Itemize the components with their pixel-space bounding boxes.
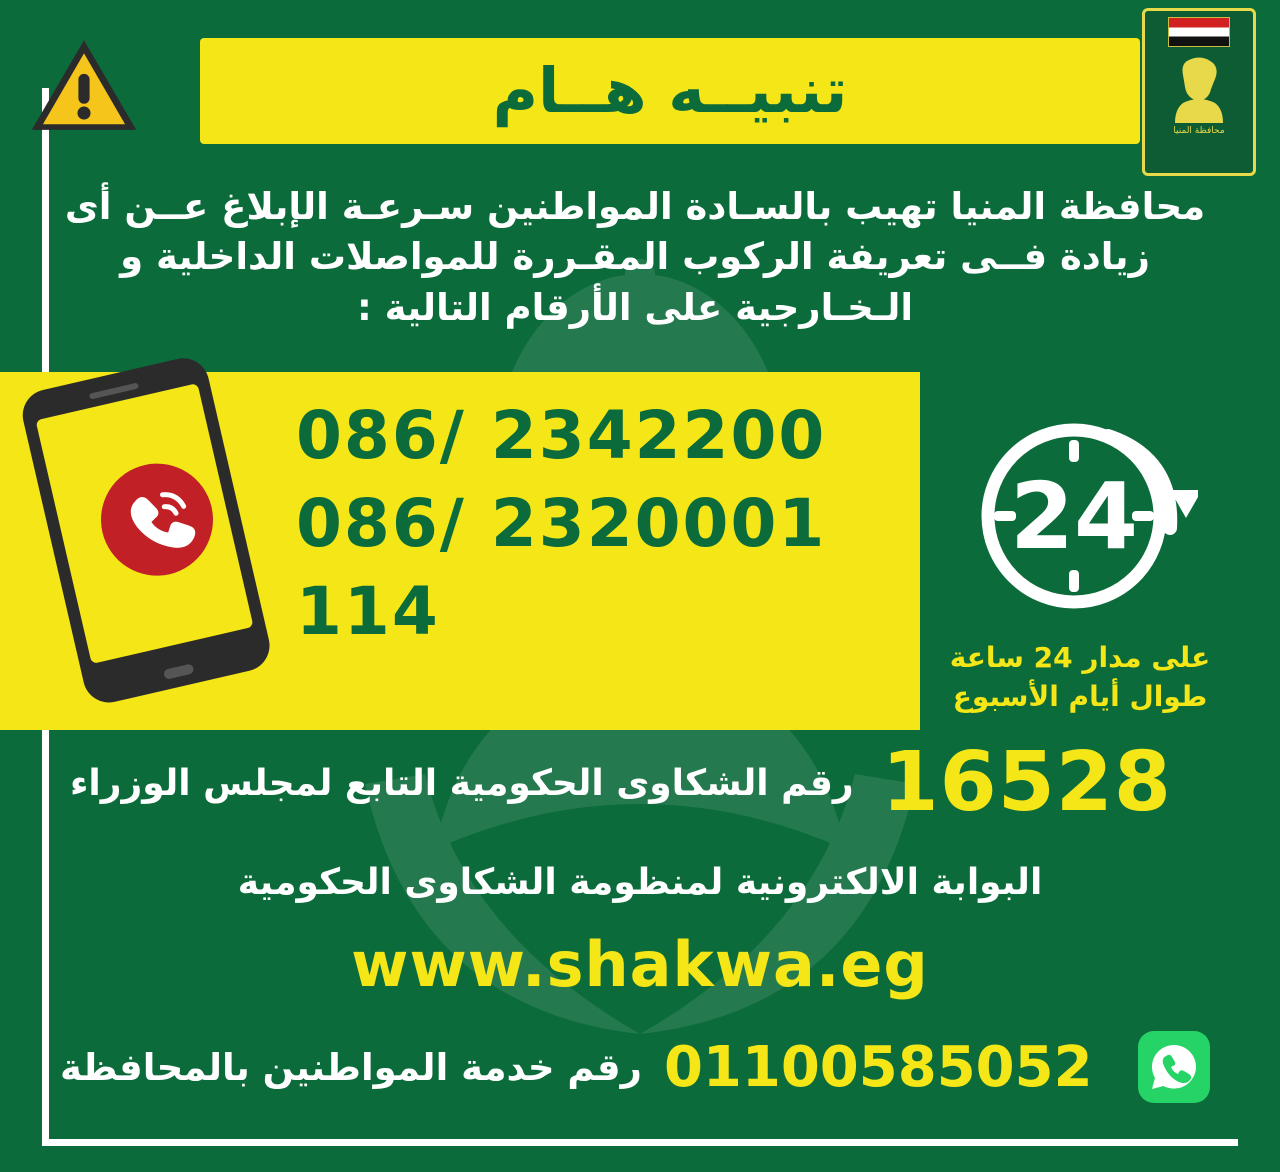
egypt-flag-icon	[1168, 17, 1230, 47]
page-title: تنبيــه هــام	[492, 54, 848, 127]
svg-text:24: 24	[1009, 463, 1139, 570]
hotline-number: 086/ 2342200	[296, 397, 827, 474]
clock-24h-icon	[958, 392, 1198, 632]
intro-text: محافظة المنيا تهيب بالسـادة المواطنين سـرعـة الإبلاغ عــن أى زيادة فــى تعريفة الركوب المقـررة للمواصلات الداخلية و الـخـارجية على الأرقام التالية :	[64, 185, 1206, 329]
governorate-emblem	[1142, 8, 1256, 176]
citizen-service-row	[60, 1028, 1220, 1106]
portal-label: البوابة الالكترونية لمنظومة الشكاوى الحكومية	[237, 862, 1043, 903]
government-complaints-number: 16528	[881, 735, 1172, 830]
nefertiti-icon	[1167, 51, 1231, 125]
clock-caption	[930, 638, 1230, 716]
whatsapp-icon[interactable]	[1138, 1031, 1210, 1103]
citizen-service-label: رقم خدمة المواطنين بالمحافظة	[60, 1045, 642, 1089]
hotline-number: 086/ 2320001	[296, 484, 827, 562]
header-banner	[200, 38, 1140, 144]
clock-caption-line1: على مدار 24 ساعة	[949, 641, 1211, 674]
clock-caption-line2: طوال أيام الأسبوع	[952, 680, 1208, 714]
government-complaints-label: رقم الشكاوى الحكومية التابع لمجلس الوزراء	[70, 762, 854, 804]
hotline-number-list	[296, 392, 896, 655]
portal-url[interactable]: www.shakwa.eg	[351, 928, 929, 1001]
hotline-number: 114	[296, 572, 440, 650]
citizen-service-number: 01100585052	[663, 1034, 1093, 1100]
emblem-caption: محافظة المنيا	[1173, 126, 1225, 136]
government-complaints-row	[70, 735, 1220, 830]
warning-triangle-icon	[28, 34, 140, 138]
